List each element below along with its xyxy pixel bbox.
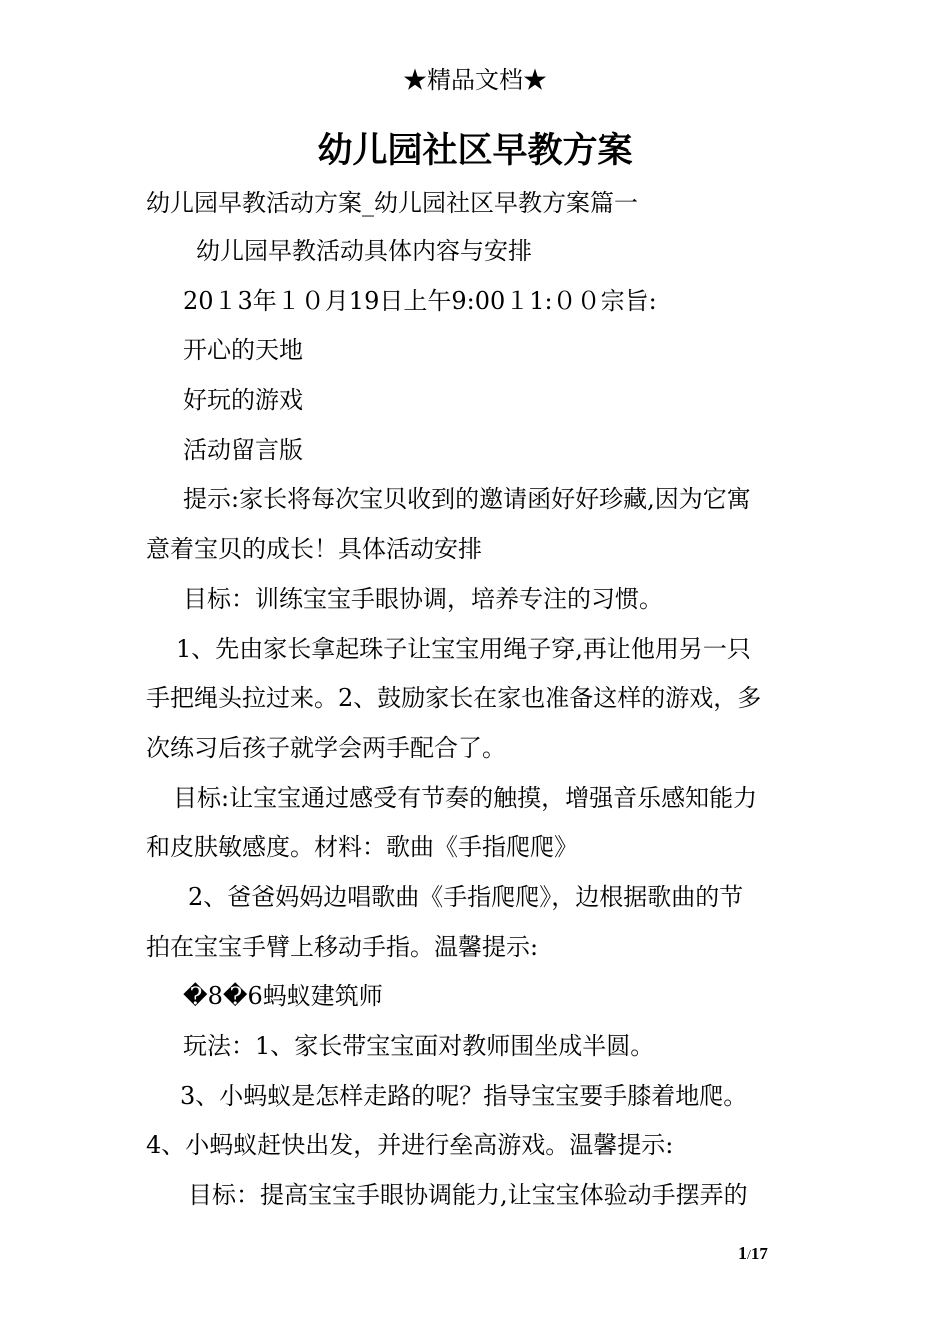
body-line: 好玩的游戏: [183, 386, 303, 414]
page-separator: /: [747, 1248, 751, 1263]
body-line: 目标：训练宝宝手眼协调，培养专注的习惯。: [183, 585, 663, 613]
body-line: 开心的天地: [183, 336, 303, 364]
page-number: [738, 1242, 798, 1267]
body-line: 幼儿园早教活动具体内容与安排: [196, 237, 532, 265]
body-line: 拍在宝宝手臂上移动手指。温馨提示:: [146, 933, 539, 961]
body-line: 和皮肤敏感度。材料：歌曲《手指爬爬》: [146, 833, 578, 861]
body-line: 提示:家长将每次宝贝收到的邀请函好好珍藏,因为它寓: [183, 485, 751, 513]
page-header: ★精品文档★: [403, 66, 547, 94]
body-line: 目标:让宝宝通过感受有节奏的触摸，增强音乐感知能力: [173, 784, 758, 812]
body-line: 2、爸爸妈妈边唱歌曲《手指爬爬》，边根据歌曲的节: [188, 883, 744, 911]
body-line: 玩法：1、家长带宝宝面对教师围坐成半圆。: [183, 1032, 655, 1060]
page-total: 17: [750, 1244, 768, 1263]
document-title: 幼儿园社区早教方案: [317, 130, 633, 171]
body-line: 1、先由家长拿起珠子让宝宝用绳子穿,再让他用另一只: [176, 635, 751, 663]
body-line: 目标：提高宝宝手眼协调能力,让宝宝体验动手摆弄的: [188, 1181, 748, 1209]
body-line: 次练习后孩子就学会两手配合了。: [146, 734, 506, 762]
body-line: 活动留言版: [183, 436, 303, 464]
body-line: 手把绳头拉过来。2、鼓励家长在家也准备这样的游戏，多: [146, 684, 762, 712]
body-line: 3、小蚂蚁是怎样走路的呢？指导宝宝要手膝着地爬。: [180, 1082, 748, 1110]
body-line: �8�6蚂蚁建筑师: [183, 982, 383, 1010]
page-current: 1: [738, 1243, 747, 1263]
body-line: 幼儿园早教活动方案_幼儿园社区早教方案篇一: [146, 189, 638, 217]
body-line: 20１3年１０月19日上午9:00１1:００宗旨:: [183, 287, 657, 315]
body-line: 4、小蚂蚁赶快出发，并进行垒高游戏。温馨提示:: [146, 1131, 674, 1159]
body-line: 意着宝贝的成长！具体活动安排: [146, 535, 482, 563]
